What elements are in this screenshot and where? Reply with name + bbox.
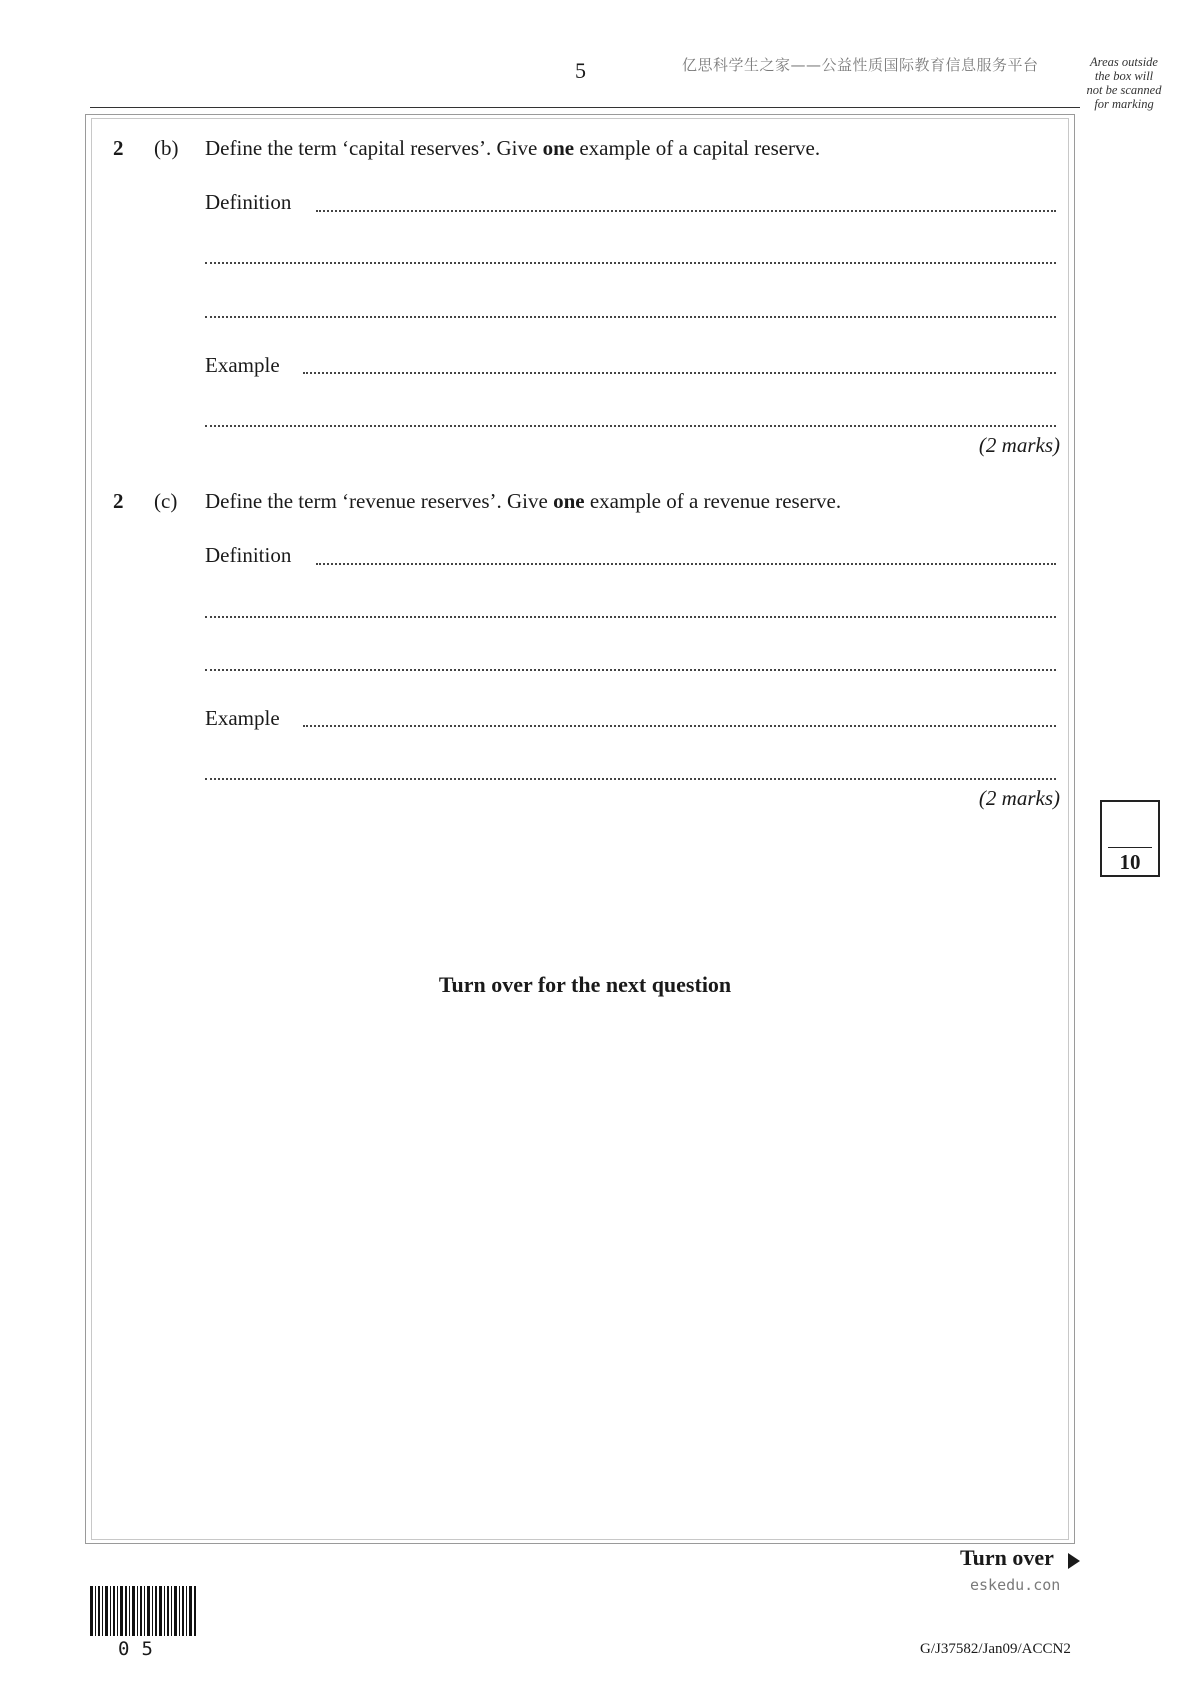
example-label: Example xyxy=(205,706,280,730)
example-label: Example xyxy=(205,353,280,377)
answer-line[interactable] xyxy=(303,372,1056,374)
question-part: (c) xyxy=(154,489,178,513)
answer-line[interactable] xyxy=(205,778,1056,780)
watermark-text: 亿思科学生之家——公益性质国际教育信息服务平台 xyxy=(682,56,1039,74)
question-part: (b) xyxy=(154,136,179,160)
question-number: 2 xyxy=(113,136,124,160)
margin-note-line: the box will xyxy=(1094,69,1154,83)
barcode-icon xyxy=(90,1586,198,1636)
question-text: Define the term ‘capital reserves’. Give one example of a capital reserve. xyxy=(205,136,821,160)
answer-box-inner xyxy=(91,118,1069,1540)
definition-label: Definition xyxy=(205,190,292,214)
answer-line[interactable] xyxy=(316,210,1056,212)
question-number: 2 xyxy=(113,489,124,513)
score-total: 10 xyxy=(1119,850,1141,874)
answer-line[interactable] xyxy=(205,262,1056,264)
score-line xyxy=(1108,847,1152,848)
marks-label: (2 marks) xyxy=(978,433,1060,457)
question-text: Define the term ‘revenue reserves’. Give one example of a revenue reserve. xyxy=(205,489,842,513)
site-url: eskedu.con xyxy=(970,1576,1061,1594)
turn-over-label: Turn over xyxy=(960,1545,1054,1570)
margin-note-line: not be scanned xyxy=(1086,83,1162,97)
turn-over-next-question: Turn over for the next question xyxy=(438,972,732,997)
answer-line[interactable] xyxy=(205,425,1056,427)
margin-note-line: Areas outside xyxy=(1090,55,1158,69)
marks-label: (2 marks) xyxy=(978,786,1060,810)
answer-line[interactable] xyxy=(205,316,1056,318)
barcode-number: 05 xyxy=(118,1638,165,1660)
answer-line[interactable] xyxy=(205,616,1056,618)
page-number: 5 xyxy=(575,58,586,83)
header-rule xyxy=(90,107,1080,108)
margin-note xyxy=(1076,55,1172,111)
definition-label: Definition xyxy=(205,543,292,567)
answer-line[interactable] xyxy=(205,669,1056,671)
paper-reference: G/J37582/Jan09/ACCN2 xyxy=(920,1641,1071,1657)
margin-note-line: for marking xyxy=(1094,97,1154,111)
answer-line[interactable] xyxy=(303,725,1056,727)
arrow-right-icon xyxy=(1068,1553,1080,1569)
answer-line[interactable] xyxy=(316,563,1056,565)
